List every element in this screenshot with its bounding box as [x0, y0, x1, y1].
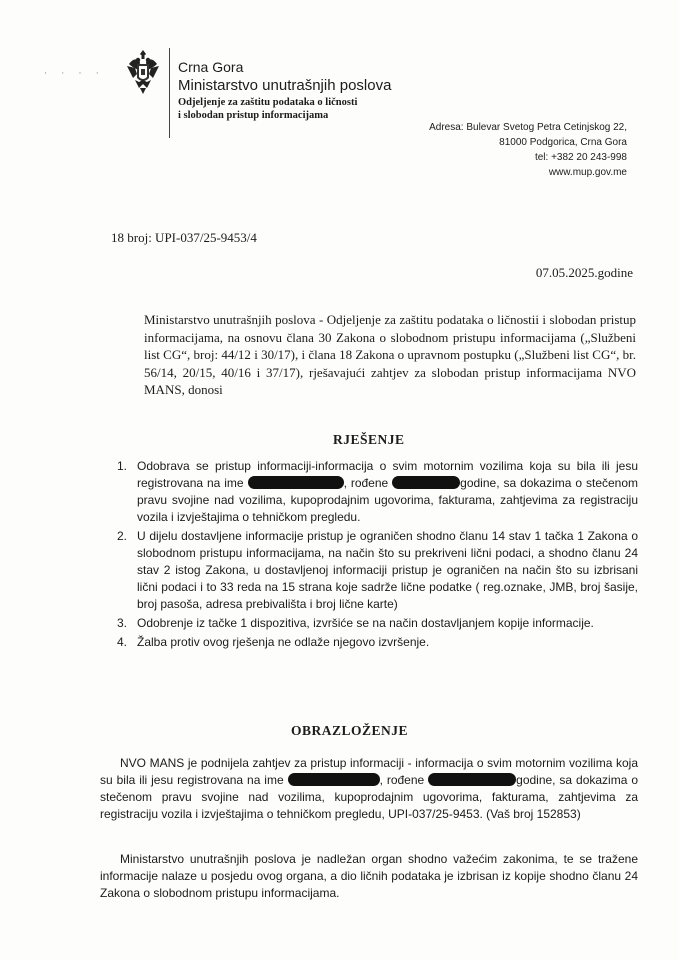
reasoning-text-part3: godine, sa dokazima o stečenom pravu svojine nad vozilima, kupoprodajnim ugovorima, fakturama, zahtjevima za registraciju vozila i izvještajima o tehničkom pregledu, UPI-037/25-9453. (Vaš broj 152853) [100, 773, 638, 821]
list-item [115, 458, 638, 526]
address-line-1: Adresa: Bulevar Svetog Petra Cetinjskog 22, [429, 122, 627, 133]
redacted-date [392, 476, 460, 489]
item-number: 2. [117, 529, 128, 543]
redacted-date [428, 773, 516, 786]
reasoning-text-part2: , rođene [379, 773, 425, 787]
item-text-part1: Odobrava se pristup informaciji-informacija o svim motornim vozilima koja su bila ili jesu registrovana na ime [137, 459, 638, 490]
address-line-2: 81000 Podgorica, Crna Gora [499, 137, 627, 148]
reasoning-paragraph-1 [100, 755, 638, 823]
item-text: Žalba protiv ovog rješenja ne odlaže njegovo izvršenje. [137, 635, 430, 649]
contact-block [429, 120, 627, 180]
reasoning-text-part1: NVO MANS je podnijela zahtjev za pristup informaciji - informacija o svim motornim vozilima koja su bila ili jesu registrovana na ime [100, 756, 638, 787]
department-line-1: Odjeljenje za zaštitu podataka o ličnosti [178, 97, 358, 108]
list-item [115, 615, 638, 632]
reasoning-paragraph-2 [100, 851, 638, 902]
header-divider [169, 48, 170, 138]
list-item [115, 528, 638, 613]
item-text-part2: , rođene [343, 476, 389, 490]
item-number: 4. [117, 635, 128, 649]
website: www.mup.gov.me [548, 167, 627, 178]
item-text: Odobrenje iz tačke 1 dispozitiva, izvršiće se na način dostavljanjem kopije informacije. [137, 616, 594, 630]
decision-list [115, 458, 638, 653]
item-text: U dijelu dostavljene informacije pristup je ograničen shodno članu 14 stav 1 tačka 1 Zakona o slobodnom pristupu informacijama, na način što su prekriveni lični podaci, a shodno članu 24 stav 2 istog Zakona, u dostavljenoj informaciji pristup je ograničen na način što su izbrisani lični podaci i to 33 reda na 15 strana koje sadrže lične podatke ( reg.oznake, JMB, broj šasije, broj pasoša, adresa prebivališta i broj lične karte) [137, 529, 638, 611]
case-number: 18 broj: UPI-037/25-9453/4 [111, 230, 257, 245]
redacted-name [248, 476, 344, 489]
intro-text: Ministarstvo unutrašnjih poslova - Odjeljenje za zaštitu podataka o ličnostii i slobodan pristup informacijama, na osnovu člana 30 Zakona o slobodnom pristupu informacijama („Službeni list CG“, broj: 44/12 i 30/17), i člana 18 Zakona o upravnom postupku („Službeni list CG“, br. 56/14, 20/15, 40/16 i 37/17), rješavajući zahtjev za slobodan pristup informacijama NVO MANS, donosi [144, 312, 636, 397]
ministry-name: Ministarstvo unutrašnjih poslova [178, 77, 392, 94]
document-date: 07.05.2025.godine [535, 265, 633, 280]
item-number: 1. [117, 459, 128, 473]
list-item [115, 634, 638, 651]
intro-paragraph [100, 311, 636, 399]
institution-header [178, 58, 391, 122]
phone: tel: +382 20 243-998 [534, 152, 627, 163]
item-number: 3. [117, 616, 128, 630]
decision-heading: RJEŠENJE [333, 432, 405, 447]
department-line-2: i slobodan pristup informacijama [178, 110, 329, 121]
country-name: Crna Gora [178, 59, 244, 75]
montenegro-coat-of-arms-icon [125, 48, 161, 96]
redacted-name [288, 773, 380, 786]
scan-artifact: · · · · [44, 68, 105, 78]
item-text-part3: godine, sa dokazima o stečenom pravu svojine nad vozilima, kupoprodajnim ugovorima, fakturama, zahtjevima za registraciju vozila i izvještajima o tehničkom pregledu. [137, 476, 639, 524]
reasoning-heading: OBRAZLOŽENJE [291, 723, 409, 738]
reasoning-text: Ministarstvo unutrašnjih poslova je nadležan organ shodno važećim zakonima, te se tražene informacije nalaze u posjedu ovog organa, a dio ličnih podataka je izbrisan iz kopije shodno članu 24 Zakona o slobodnom pristupu informacijama. [100, 852, 638, 900]
